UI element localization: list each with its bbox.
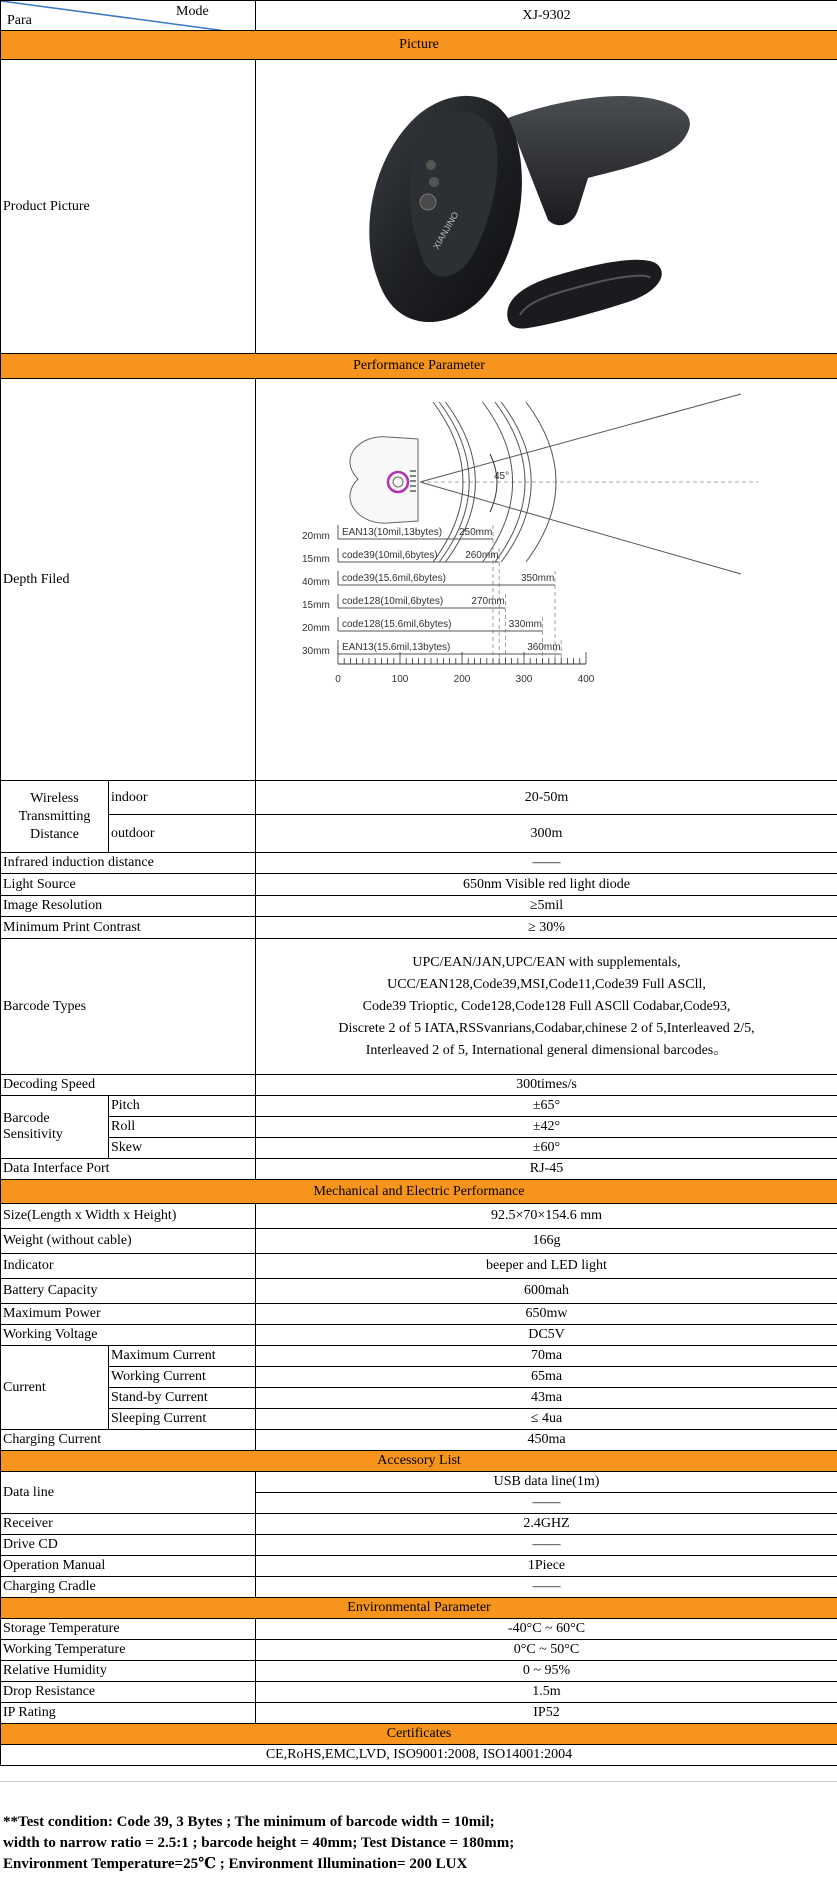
max-power-label: Maximum Power — [1, 1304, 256, 1325]
para-label: Para — [7, 13, 32, 28]
accessory-row — [1, 1556, 837, 1577]
section-performance: Performance Parameter — [1, 354, 837, 379]
depth-of-field-diagram — [258, 379, 837, 775]
product-picture-row — [1, 60, 837, 354]
current-row — [1, 1388, 837, 1409]
env-row — [1, 1661, 837, 1682]
section-certificates: Certificates — [1, 1724, 837, 1745]
mode-label: Mode — [176, 4, 209, 19]
depth-row — [1, 379, 837, 781]
axis-tick-label: 100 — [391, 674, 409, 685]
mech-row — [1, 1325, 837, 1346]
depth-code-label: code39(15.6mil,6bytes) — [342, 573, 446, 584]
axis-tick-label: 300 — [515, 674, 533, 685]
mech-row — [1, 1304, 837, 1325]
print-contrast-value: ≥ 30% — [256, 917, 837, 939]
barcode-line: Interleaved 2 of 5, International general dimensional barcodes。 — [365, 1042, 728, 1058]
roll-value: ±42° — [256, 1117, 837, 1138]
depth-code-label: EAN13(15.6mil,13bytes) — [342, 642, 451, 653]
depth-size-label: 15mm — [302, 600, 330, 611]
depth-size-label: 30mm — [302, 646, 330, 657]
voltage-value: DC5V — [256, 1325, 837, 1346]
working-temp-value: 0°C ~ 50°C — [256, 1640, 837, 1661]
decoding-label: Decoding Speed — [1, 1075, 256, 1096]
perf-row — [1, 917, 837, 939]
interface-row — [1, 1159, 837, 1180]
wireless-label: Wireless Transmitting Distance — [1, 781, 109, 853]
product-picture-cell — [256, 60, 837, 354]
test-condition-note — [3, 1812, 833, 1875]
certificates-row — [1, 1745, 837, 1766]
working-current-label: Working Current — [109, 1367, 256, 1388]
wireless-indoor-value: 20-50m — [256, 781, 837, 815]
charging-current-label: Charging Current — [1, 1430, 256, 1451]
size-value: 92.5×70×154.6 mm — [256, 1204, 837, 1229]
env-row — [1, 1703, 837, 1724]
max-power-value: 650mw — [256, 1304, 837, 1325]
wireless-outdoor-label: outdoor — [109, 815, 256, 853]
model-name: XJ-9302 — [256, 1, 837, 31]
light-source-value: 650nm Visible red light diode — [256, 874, 837, 896]
para-mode-cell — [1, 1, 256, 31]
interface-label: Data Interface Port — [1, 1159, 256, 1180]
scan-angle-label: 45° — [494, 471, 510, 482]
env-row — [1, 1682, 837, 1703]
axis-tick-label: 400 — [577, 674, 595, 685]
wireless-outdoor-value: 300m — [256, 815, 837, 853]
diagonal-divider — [1, 1, 256, 31]
manual-label: Operation Manual — [1, 1556, 256, 1577]
decoding-row — [1, 1075, 837, 1096]
ip-label: IP Rating — [1, 1703, 256, 1724]
accessory-row — [1, 1535, 837, 1556]
ip-value: IP52 — [256, 1703, 837, 1724]
current-row — [1, 1409, 837, 1430]
mech-row — [1, 1254, 837, 1279]
weight-label: Weight (without cable) — [1, 1229, 256, 1254]
drop-value: 1.5m — [256, 1682, 837, 1703]
depth-size-label: 20mm — [302, 531, 330, 542]
infrared-label: Infrared induction distance — [1, 853, 256, 874]
depth-code-label: code39(10mil,6bytes) — [342, 550, 438, 561]
depth-code-label: code128(15.6mil,6bytes) — [342, 619, 452, 630]
depth-label: Depth Filed — [1, 379, 256, 781]
depth-code-label: code128(10mil,6bytes) — [342, 596, 444, 607]
env-row — [1, 1619, 837, 1640]
drive-cd-value: —— — [256, 1535, 837, 1556]
perf-row — [1, 874, 837, 896]
indicator-label: Indicator — [1, 1254, 256, 1279]
depth-distance-label: 260mm — [465, 550, 499, 561]
depth-size-label: 20mm — [302, 623, 330, 634]
section-picture: Picture — [1, 31, 837, 60]
depth-distance-label: 360mm — [527, 642, 561, 653]
sleeping-current-value: ≤ 4ua — [256, 1409, 837, 1430]
drop-label: Drop Resistance — [1, 1682, 256, 1703]
receiver-label: Receiver — [1, 1514, 256, 1535]
scan-fan — [420, 394, 758, 574]
data-line-label: Data line — [1, 1472, 256, 1514]
cradle-value: —— — [256, 1577, 837, 1598]
humidity-value: 0 ~ 95% — [256, 1661, 837, 1682]
data-line-row — [1, 1472, 837, 1493]
env-row — [1, 1640, 837, 1661]
humidity-label: Relative Humidity — [1, 1661, 256, 1682]
wireless-outdoor-row — [1, 815, 837, 853]
depth-axis — [335, 652, 595, 685]
perf-row — [1, 853, 837, 874]
voltage-label: Working Voltage — [1, 1325, 256, 1346]
working-temp-label: Working Temperature — [1, 1640, 256, 1661]
pitch-value: ±65° — [256, 1096, 837, 1117]
current-row — [1, 1346, 837, 1367]
image-resolution-value: ≥5mil — [256, 896, 837, 917]
storage-temp-label: Storage Temperature — [1, 1619, 256, 1640]
barcode-line: Discrete 2 of 5 IATA,RSSvanrians,Codabar,chinese 2 of 5,Interleaved 2/5, — [338, 1020, 755, 1036]
depth-distance-label: 330mm — [508, 619, 542, 630]
indicator-value: beeper and LED light — [256, 1254, 837, 1279]
working-current-value: 65ma — [256, 1367, 837, 1388]
depth-distance-label: 350mm — [521, 573, 555, 584]
battery-label: Battery Capacity — [1, 1279, 256, 1304]
current-label: Current — [1, 1346, 109, 1430]
depth-rows — [302, 525, 561, 664]
charging-current-value: 450ma — [256, 1430, 837, 1451]
scanner-brand-text: XIANJINO — [431, 210, 461, 251]
axis-tick-label: 0 — [335, 674, 341, 685]
standby-current-value: 43ma — [256, 1388, 837, 1409]
cradle-label: Charging Cradle — [1, 1577, 256, 1598]
pitch-label: Pitch — [109, 1096, 256, 1117]
storage-temp-value: -40°C ~ 60°C — [256, 1619, 837, 1640]
section-environmental: Environmental Parameter — [1, 1598, 837, 1619]
infrared-value: —— — [256, 853, 837, 874]
print-contrast-label: Minimum Print Contrast — [1, 917, 256, 939]
section-accessory: Accessory List — [1, 1451, 837, 1472]
data-line-value-2: —— — [256, 1493, 837, 1514]
barcode-types-label: Barcode Types — [1, 939, 256, 1075]
drive-cd-label: Drive CD — [1, 1535, 256, 1556]
mech-row — [1, 1279, 837, 1304]
decoding-value: 300times/s — [256, 1075, 837, 1096]
current-row — [1, 1367, 837, 1388]
note-line: Environment Temperature=25℃ ; Environment Illumination= 200 LUX — [3, 1856, 468, 1872]
light-source-label: Light Source — [1, 874, 256, 896]
note-line: **Test condition: Code 39, 3 Bytes ; The minimum of barcode width = 10mil; — [3, 1814, 495, 1830]
battery-value: 600mah — [256, 1279, 837, 1304]
standby-current-label: Stand-by Current — [109, 1388, 256, 1409]
accessory-row — [1, 1577, 837, 1598]
max-current-value: 70ma — [256, 1346, 837, 1367]
header-row — [1, 1, 837, 31]
product-picture-label: Product Picture — [1, 60, 256, 354]
barcode-types-row — [1, 939, 837, 1075]
image-resolution-label: Image Resolution — [1, 896, 256, 917]
barcode-line: UCC/EAN128,Code39,MSI,Code11,Code39 Full ASCll, — [387, 976, 706, 992]
data-line-value: USB data line(1m) — [256, 1472, 837, 1493]
sensitivity-label: Barcode Sensitivity — [1, 1096, 109, 1159]
depth-diagram-cell — [256, 379, 837, 781]
certificates-value: CE,RoHS,EMC,LVD, ISO9001:2008, ISO14001:2004 — [1, 1745, 837, 1766]
sensitivity-row — [1, 1138, 837, 1159]
section-mechanical: Mechanical and Electric Performance — [1, 1180, 837, 1204]
max-current-label: Maximum Current — [109, 1346, 256, 1367]
sensitivity-row — [1, 1117, 837, 1138]
depth-size-label: 15mm — [302, 554, 330, 565]
roll-label: Roll — [109, 1117, 256, 1138]
accessory-row — [1, 1514, 837, 1535]
barcode-line: UPC/EAN/JAN,UPC/EAN with supplementals, — [412, 954, 681, 970]
mech-row — [1, 1204, 837, 1229]
barcode-line: Code39 Trioptic, Code128,Code128 Full ASCll Codabar,Code93, — [362, 998, 731, 1014]
mech-row — [1, 1229, 837, 1254]
skew-value: ±60° — [256, 1138, 837, 1159]
wireless-indoor-row — [1, 781, 837, 815]
sleeping-current-label: Sleeping Current — [109, 1409, 256, 1430]
depth-code-label: EAN13(10mil,13bytes) — [342, 527, 443, 538]
depth-distance-label: 270mm — [471, 596, 505, 607]
divider — [0, 1781, 837, 1782]
barcode-types-value — [256, 939, 837, 1075]
perf-row — [1, 896, 837, 917]
axis-tick-label: 200 — [453, 674, 471, 685]
size-label: Size(Length x Width x Height) — [1, 1204, 256, 1229]
note-line: width to narrow ratio = 2.5:1 ; barcode height = 40mm; Test Distance = 180mm; — [3, 1835, 515, 1851]
barcode-scanner-image — [258, 60, 837, 348]
receiver-value: 2.4GHZ — [256, 1514, 837, 1535]
depth-distance-label: 250mm — [459, 527, 493, 538]
depth-size-label: 40mm — [302, 577, 330, 588]
charging-current-row — [1, 1430, 837, 1451]
interface-value: RJ-45 — [256, 1159, 837, 1180]
skew-label: Skew — [109, 1138, 256, 1159]
sensitivity-row — [1, 1096, 837, 1117]
weight-value: 166g — [256, 1229, 837, 1254]
wireless-indoor-label: indoor — [109, 781, 256, 815]
manual-value: 1Piece — [256, 1556, 837, 1577]
